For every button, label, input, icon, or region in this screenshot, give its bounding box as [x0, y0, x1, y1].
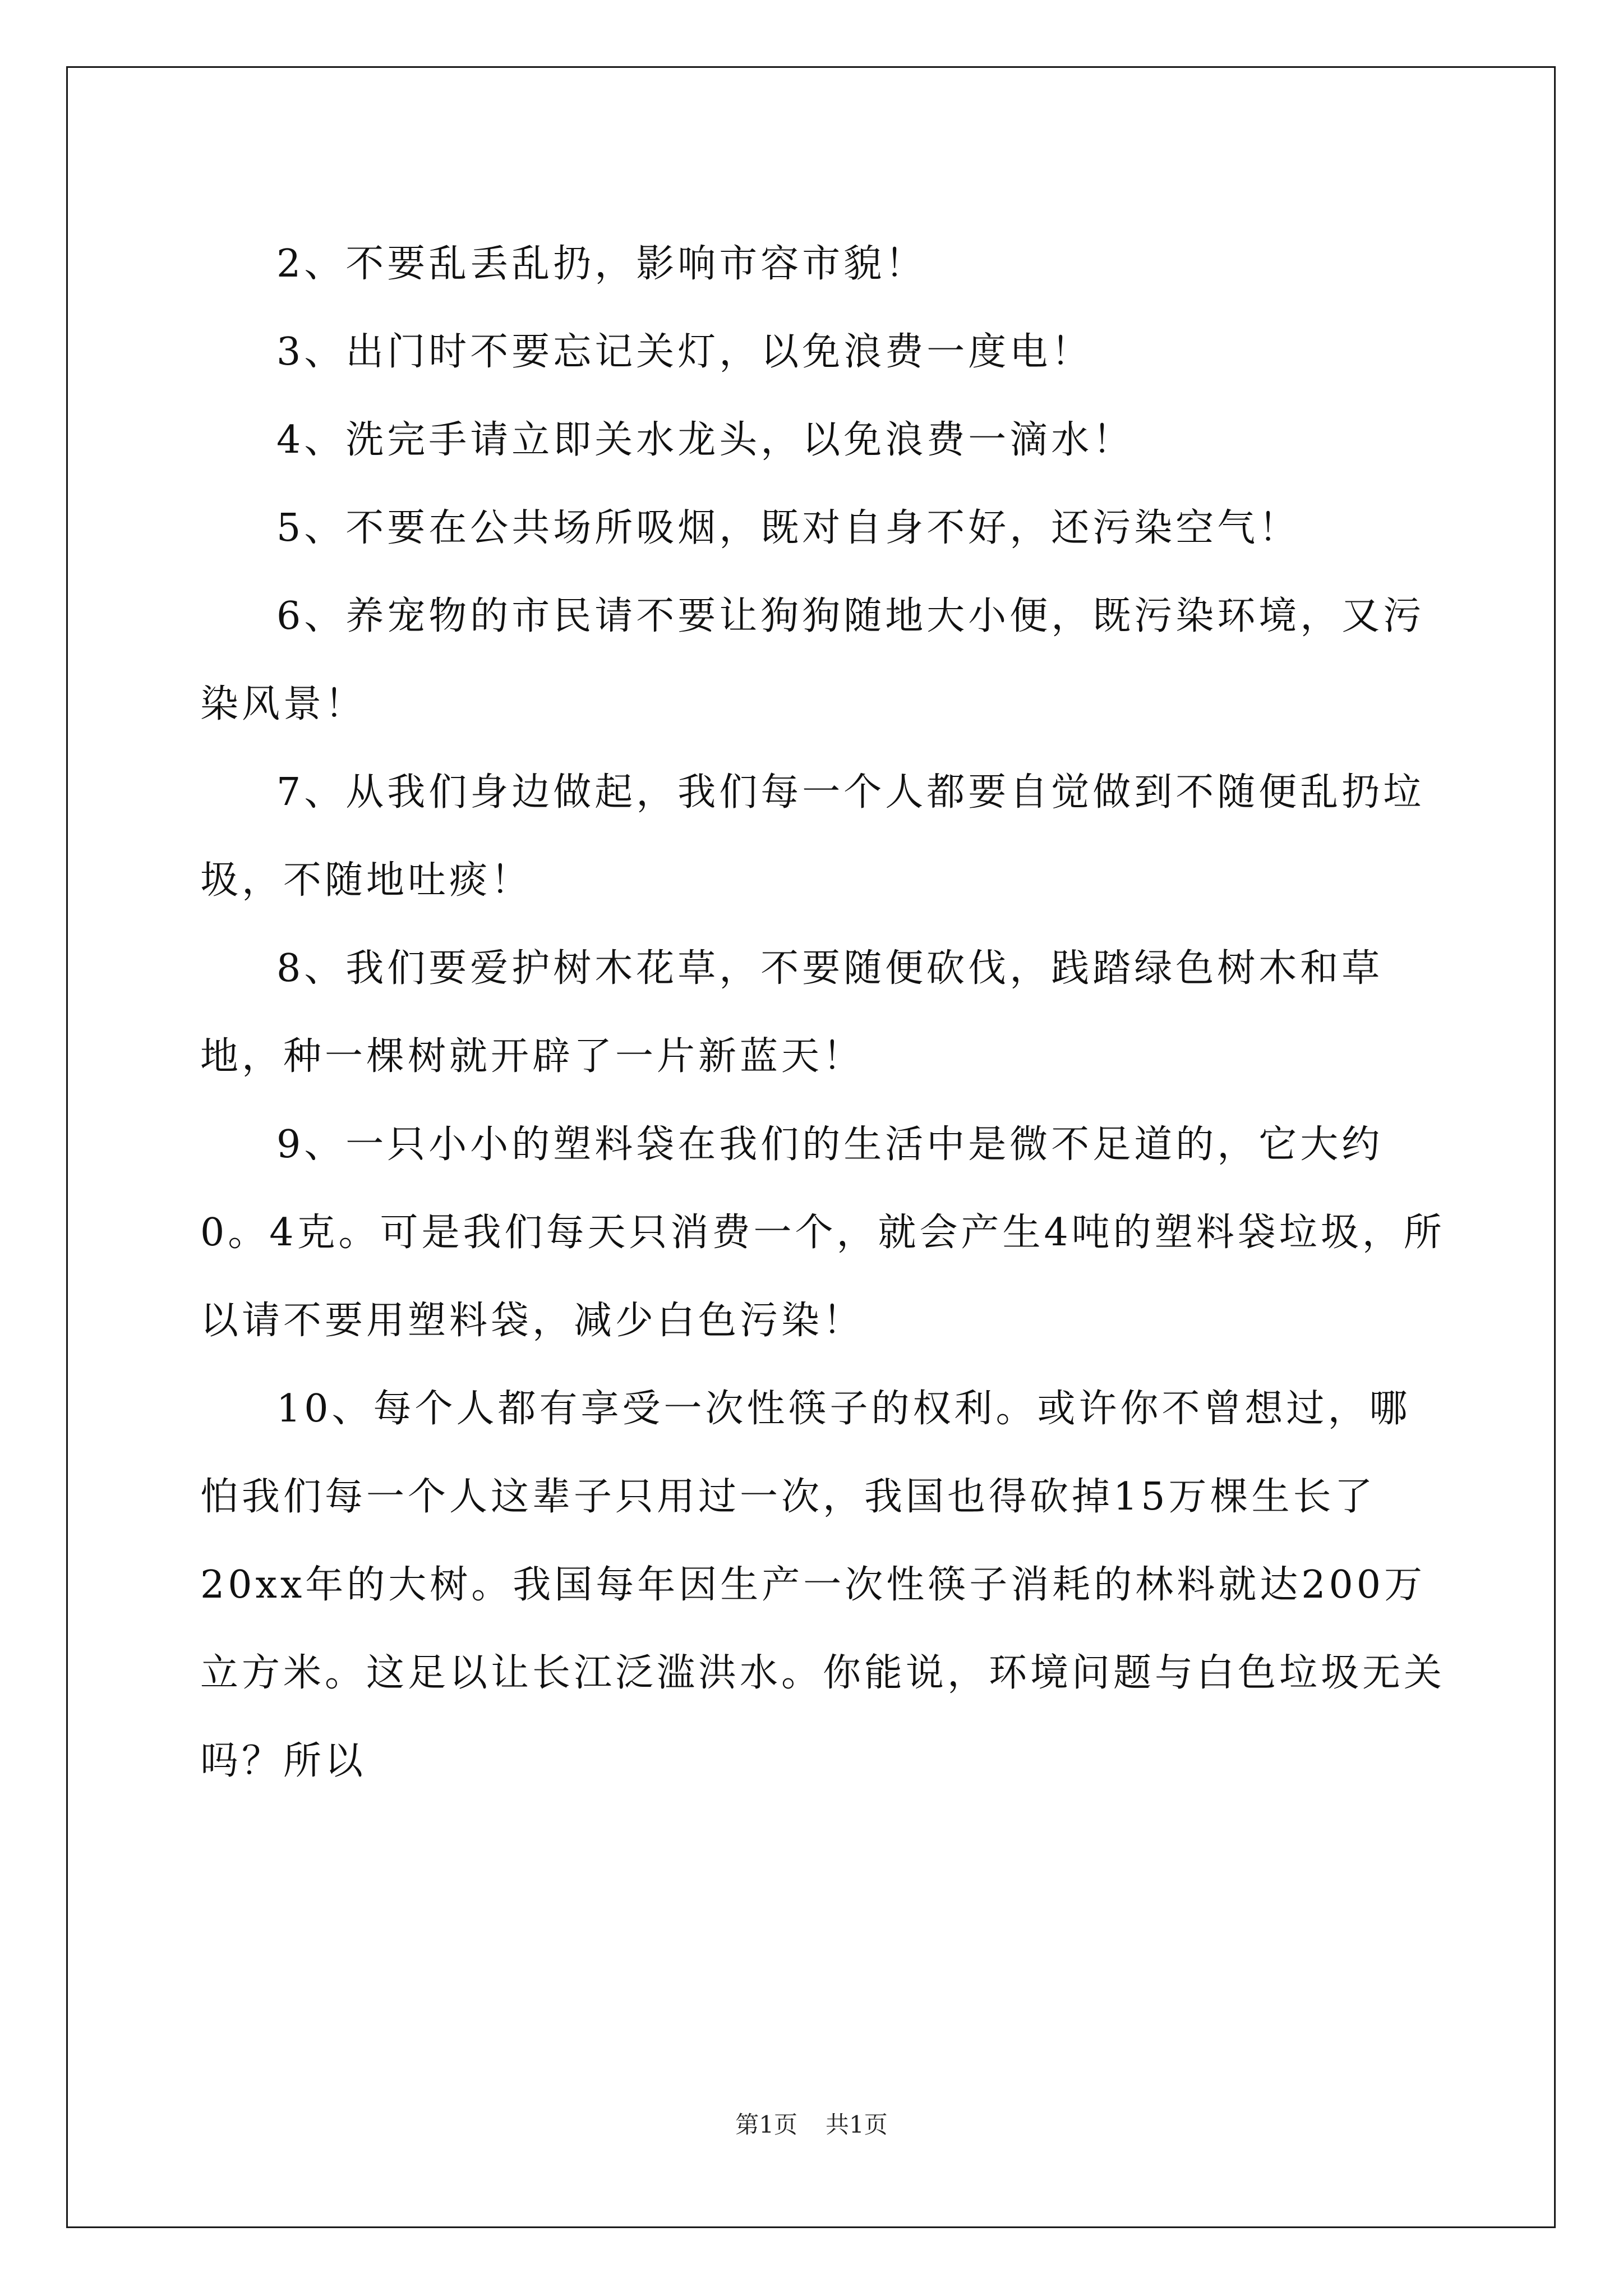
- paragraph-6: 6、养宠物的市民请不要让狗狗随地大小便，既污染环境，又污染风景！: [200, 594, 1425, 726]
- paragraph-2: 2、不要乱丢乱扔，影响市容市貌！: [276, 242, 927, 286]
- page-total: 共1页: [826, 2111, 888, 2138]
- paragraph-7: 7、从我们身边做起，我们每一个人都要自觉做到不随便乱扔垃圾，不随地吐痰！: [200, 770, 1425, 903]
- page-number: 第1页: [735, 2111, 797, 2138]
- paragraph-3: 3、出门时不要忘记关灯，以免浪费一度电！: [276, 330, 1093, 374]
- paragraph-4: 4、洗完手请立即关水龙头，以免浪费一滴水！: [276, 418, 1135, 462]
- document-body: [200, 220, 1451, 1805]
- paragraph-8: 8、我们要爱护树木花草，不要随便砍伐，践踏绿色树木和草地，种一棵树就开辟了一片新蓝天！: [200, 946, 1384, 1079]
- page-footer: [0, 2111, 1623, 2139]
- paragraph-10: 10、每个人都有享受一次性筷子的权利。或许你不曾想过，哪怕我们每一个人这辈子只用过一次，我国也得砍掉15万棵生长了20xx年的大树。我国每年因生产一次性筷子消耗的林料就达200万立方米。这足以让长江泛滥洪水。你能说，环境问题与白色垃圾无关吗？所以: [200, 1387, 1446, 1783]
- paragraph-9: 9、一只小小的塑料袋在我们的生活中是微不足道的，它大约0。4克。可是我们每天只消费一个，就会产生4吨的塑料袋垃圾，所以请不要用塑料袋，减少白色污染！: [200, 1122, 1445, 1343]
- paragraph-5: 5、不要在公共场所吸烟，既对自身不好，还污染空气！: [276, 506, 1301, 550]
